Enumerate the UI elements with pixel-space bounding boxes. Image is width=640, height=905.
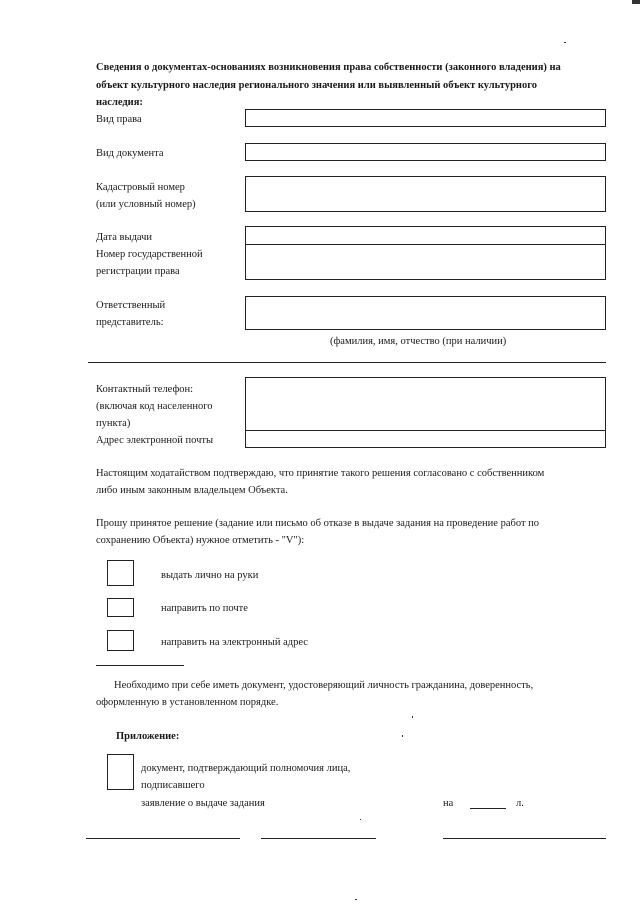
issue-date-label: Дата выдачи xyxy=(96,232,153,243)
scan-speck xyxy=(355,899,357,900)
right-type-field[interactable] xyxy=(245,109,606,127)
right-type-label: Вид права xyxy=(96,114,142,125)
note-text-1: Необходимо при себе иметь документ, удостоверяющий личность гражданина, доверенность, xyxy=(114,680,534,691)
scan-speck xyxy=(412,716,413,718)
registration-number-label-1: Номер государственной xyxy=(96,249,203,260)
footnote-rule xyxy=(96,665,184,666)
cadastral-number-field[interactable] xyxy=(245,176,606,212)
representative-field[interactable] xyxy=(245,296,606,330)
option-label-by-email: направить на электронный адрес xyxy=(161,637,308,648)
section-title-line-1: Сведения о документах-основаниях возникновения права собственности (законного владения) на xyxy=(96,62,561,73)
statement-label: заявление о выдаче задания xyxy=(141,798,265,809)
pages-l-label: л. xyxy=(516,798,524,809)
cadastral-number-label-1: Кадастровый номер xyxy=(96,182,185,193)
full-name-caption: (фамилия, имя, отчество (при наличии) xyxy=(330,336,507,347)
scan-speck xyxy=(564,42,566,43)
request-text-1: Прошу принятое решение (задание или письмо об отказе в выдаче задания на проведение работ по xyxy=(96,518,540,529)
cadastral-number-label-2: (или условный номер) xyxy=(96,199,196,210)
representative-label-2: представитель: xyxy=(96,317,164,328)
registration-number-field[interactable] xyxy=(245,244,606,280)
attachment-title: Приложение: xyxy=(116,731,180,742)
document-type-field[interactable] xyxy=(245,143,606,161)
issue-date-field[interactable] xyxy=(245,226,606,245)
attachment-checkbox[interactable] xyxy=(107,754,134,790)
confirm-text-1: Настоящим ходатайством подтверждаю, что принятие такого решения согласовано с собственником xyxy=(96,468,545,479)
signature-line-date[interactable] xyxy=(86,838,240,839)
pages-na-label: на xyxy=(443,798,454,809)
pages-count-line[interactable] xyxy=(470,808,506,809)
representative-label-1: Ответственный xyxy=(96,300,166,311)
phone-label-3: пункта) xyxy=(96,418,131,429)
registration-number-label-2: регистрации права xyxy=(96,266,180,277)
request-text-2: сохранению Объекта) нужное отметить - "V"): xyxy=(96,535,305,546)
option-checkbox-by-mail[interactable] xyxy=(107,598,134,617)
attachment-doc-text-2: подписавшего xyxy=(141,780,205,791)
note-text-2: оформленную в установленном порядке. xyxy=(96,697,279,708)
phone-label-1: Контактный телефон: xyxy=(96,384,194,395)
signature-line-sign[interactable] xyxy=(261,838,376,839)
scan-speck xyxy=(360,819,361,820)
section-title-line-2: объект культурного наследия регионального значения или выявленный объект культурного xyxy=(96,80,537,91)
signature-line-name[interactable] xyxy=(443,838,606,839)
attachment-doc-text-1: документ, подтверждающий полномочия лица, xyxy=(141,763,351,774)
scan-speck xyxy=(402,735,403,737)
confirm-text-2: либо иным законным владельцем Объекта. xyxy=(96,485,288,496)
section-title-line-3: наследия: xyxy=(96,97,143,108)
option-checkbox-by-email[interactable] xyxy=(107,630,134,651)
option-checkbox-in-person[interactable] xyxy=(107,560,134,586)
section-divider xyxy=(88,362,606,363)
option-label-by-mail: направить по почте xyxy=(161,603,248,614)
phone-field[interactable] xyxy=(245,377,606,431)
email-field[interactable] xyxy=(245,430,606,448)
scan-mark xyxy=(632,0,640,4)
phone-label-2: (включая код населенного xyxy=(96,401,213,412)
option-label-in-person: выдать лично на руки xyxy=(161,570,259,581)
document-type-label: Вид документа xyxy=(96,148,164,159)
email-label: Адрес электронной почты xyxy=(96,435,214,446)
